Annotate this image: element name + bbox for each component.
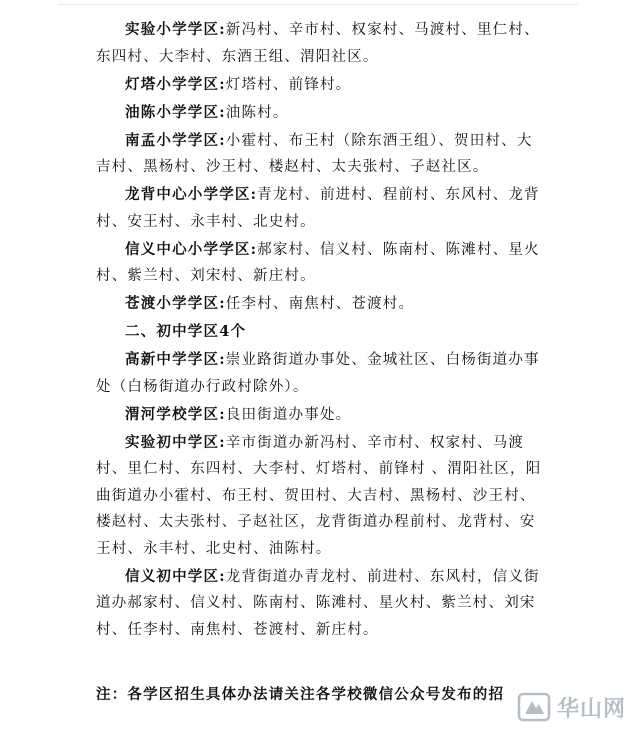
paragraph-dengta-primary <box>96 72 546 99</box>
document-body <box>96 17 546 645</box>
watermark-text: 华山网 <box>556 696 626 722</box>
footer-note: 注：各学区招生具体办法请关注各学校微信公众号发布的招 <box>96 686 505 703</box>
paragraph-gaoxin-middle <box>96 347 546 400</box>
section-heading: 二、初中学区4个 <box>125 323 247 340</box>
district-text: 崇业路街道办事处、金城社区、白杨街道办事处（白杨街道办行政村除外）。 <box>96 352 540 395</box>
district-text: 灯塔村、前锋村。 <box>225 76 352 93</box>
district-label: 南孟小学学区: <box>125 131 226 149</box>
section-heading-middle-school <box>96 319 546 346</box>
paragraph-youchen-primary <box>96 100 546 127</box>
district-label: 龙背中心小学学区: <box>125 186 258 203</box>
paragraph-shiyan-middle <box>96 430 546 563</box>
district-text: 郝家村、信义村、陈南村、陈滩村、星火村、紫兰村、刘宋村、新庄村。 <box>96 241 540 284</box>
watermark <box>517 689 626 725</box>
district-text: 龙背街道办青龙村、前进村、东风村，信义街道办郝家村、信义村、陈南村、陈滩村、星火村、紫兰村、刘宋村、任李村、南焦村、苍渡村、新庄村。 <box>96 568 540 638</box>
district-label: 实验小学学区: <box>125 21 226 38</box>
district-label: 信义初中学区: <box>125 567 226 585</box>
district-label: 渭河学校学区: <box>125 405 226 423</box>
paragraph-xinyi-primary <box>96 237 546 290</box>
district-text: 小霍村、布王村（除东酒王组）、贺田村、大吉村、黑杨村、沙王村、楼赵村、太夫张村、子赵社区。 <box>96 132 533 175</box>
district-text: 新冯村、辛市村、权家村、马渡村、里仁村、东四村、大李村、东酒王组、渭阳社区。 <box>96 22 540 65</box>
paragraph-weihe-school <box>96 402 546 429</box>
district-text: 青龙村、前进村、程前村、东风村、龙背村、安王村、永丰村、北史村。 <box>96 187 540 230</box>
district-label: 灯塔小学学区: <box>125 75 226 93</box>
district-label: 苍渡小学学区: <box>125 295 226 312</box>
paragraph-shiyan-primary <box>96 17 546 70</box>
district-text: 辛市街道办新冯村、辛市村、权家村、马渡村、里仁村、东四村、大李村、灯塔村、前锋村 、渭阳社区，阳曲街道办小霍村、布王村、贺田村、大吉村、黑杨村、沙王村、楼赵村、太夫张村、子赵社区，龙背街道办程前村、龙背村、安王村、永丰村、北史村、油陈村。 <box>96 434 542 557</box>
paragraph-cangdu-primary <box>96 291 546 318</box>
district-label: 油陈小学学区: <box>125 103 226 121</box>
district-text: 良田街道办事处。 <box>225 406 352 423</box>
paragraph-xinyi-middle <box>96 564 546 644</box>
watermark-logo-icon <box>517 692 551 722</box>
district-label: 高新中学学区: <box>125 351 226 368</box>
page-top-border <box>58 4 578 5</box>
paragraph-longbei-primary <box>96 182 546 235</box>
paragraph-nanmeng-primary <box>96 128 546 181</box>
district-text: 任李村、南焦村、苍渡村。 <box>225 296 415 312</box>
district-text: 油陈村。 <box>225 104 289 121</box>
district-label: 信义中心小学学区: <box>125 240 258 258</box>
district-label: 实验初中学区: <box>125 433 226 451</box>
